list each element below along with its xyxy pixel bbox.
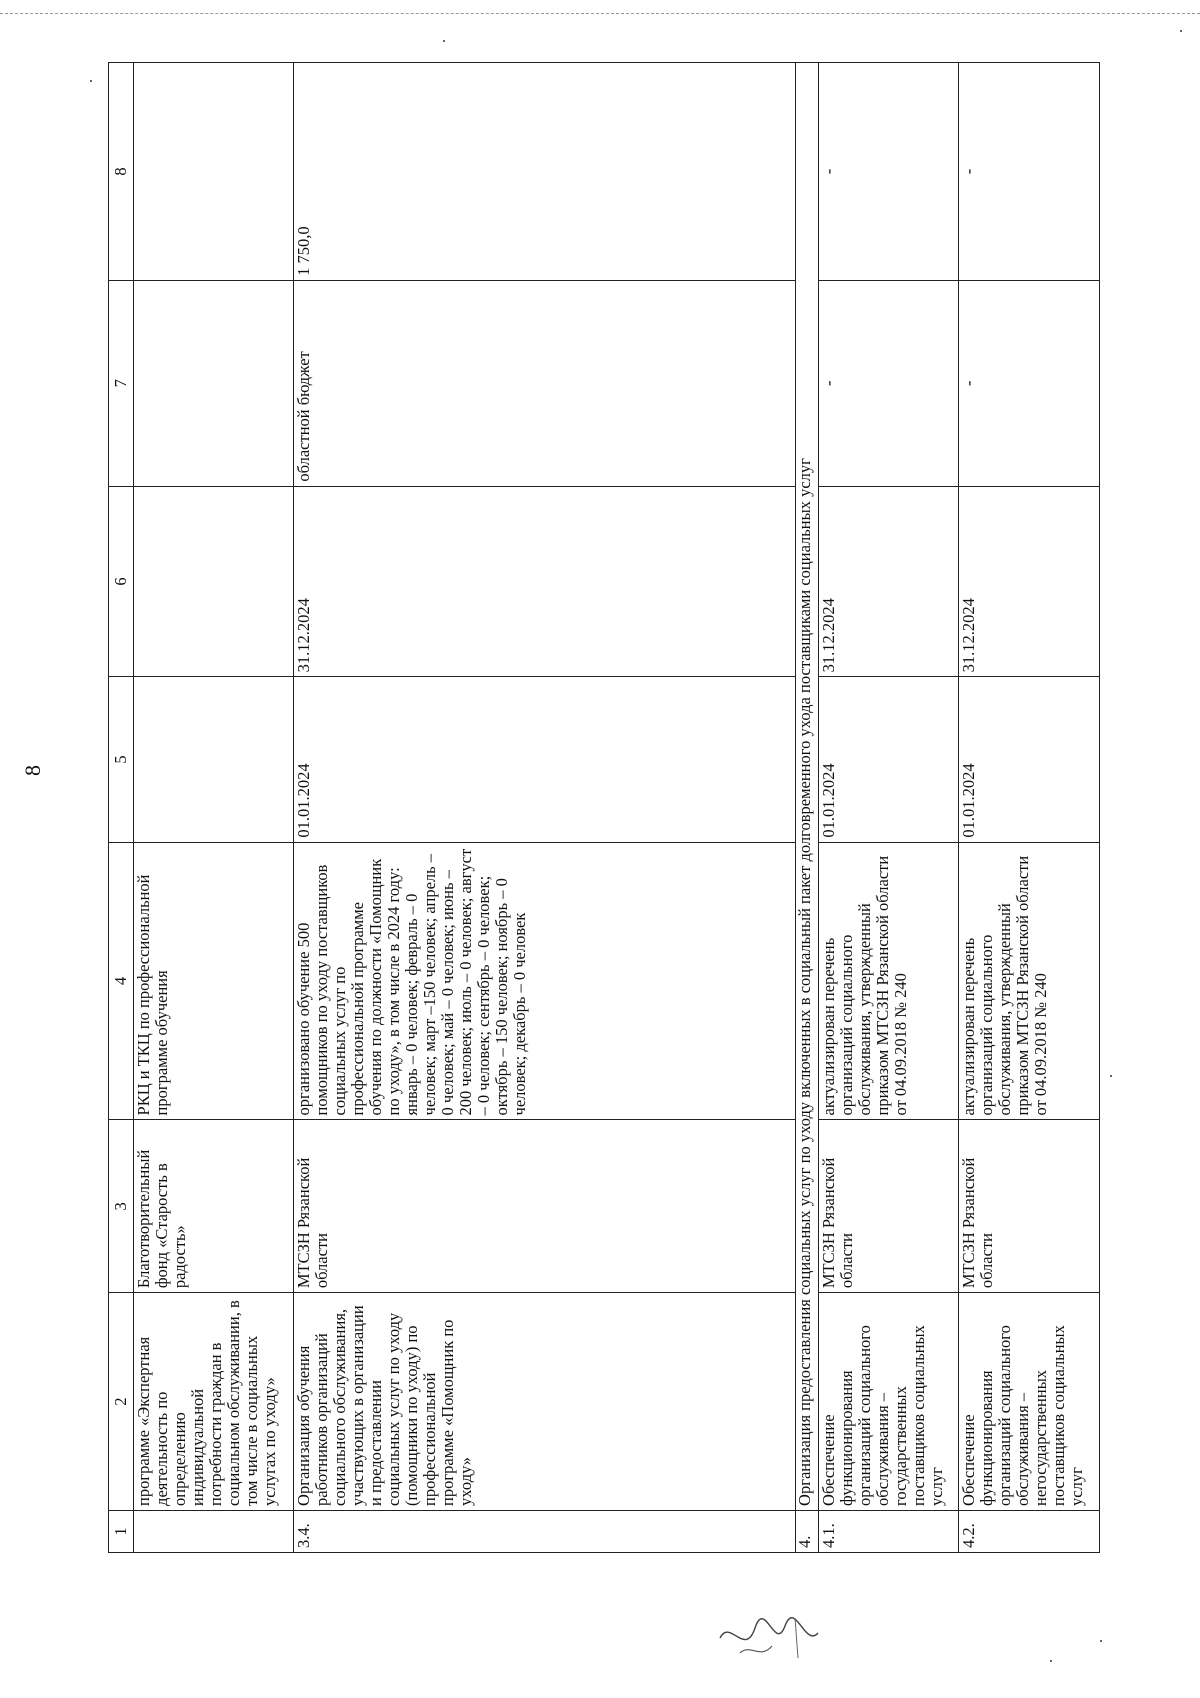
responsible-cell: МТСЗН Рязанской области — [818, 1120, 959, 1293]
table-row — [294, 63, 795, 1553]
row-number — [134, 1510, 294, 1552]
result-cell: РКЦ и ТКЦ по профессиональной программе обучения — [134, 842, 294, 1120]
end-date-cell: 31.12.2024 — [959, 486, 1100, 677]
end-date-cell — [134, 486, 294, 677]
result-cell: актуализирован перечень организаций социального обслуживания, утвержденный приказом МТСЗН Рязанской области от 04.09.2018 № 240 — [818, 842, 959, 1120]
amount-cell — [134, 63, 294, 281]
header-col-2: 2 — [109, 1293, 134, 1511]
scan-speck — [443, 40, 445, 42]
responsible-cell: Благотворительный фонд «Старость в радость» — [134, 1120, 294, 1293]
funding-source-cell: - — [959, 280, 1100, 486]
result-cell: организовано обучение 500 помощников по уходу поставщиков социальных услуг по профессиональной программе обучения по должности «Помощник по уходу», в том числе в 2024 году: январь – 0 человек; февраль – 0 человек; март –150 человек; апрель – 0 человек; май – 0 человек; июнь – 200 человек; июль – 0 человек; август – 0 человек; сентябрь – 0 человек; октябрь – 150 человек; ноябрь – 0 человек; декабрь – 0 человек — [294, 842, 795, 1120]
row-number: 4.2. — [959, 1510, 1100, 1552]
amount-cell: - — [818, 63, 959, 281]
amount-cell: 1 750,0 — [294, 63, 795, 281]
page-number: 8 — [20, 765, 45, 776]
section-number: 4. — [795, 1510, 818, 1552]
row-number: 4.1. — [818, 1510, 959, 1552]
scan-speck — [1180, 30, 1182, 32]
activity-cell: Обеспечение функционирования организаций социального обслуживания – государственных поставщиков социальных услуг — [818, 1293, 959, 1511]
start-date-cell: 01.01.2024 — [959, 677, 1100, 842]
handwritten-signature — [700, 1598, 840, 1678]
header-col-4: 4 — [109, 842, 134, 1120]
table-row — [959, 63, 1100, 1553]
funding-source-cell: - — [818, 280, 959, 486]
activity-cell: Обеспечение функционирования организаций социального обслуживания – негосударственных поставщиков социальных услуг — [959, 1293, 1100, 1511]
rotated-table-sheet — [108, 62, 1100, 1553]
amount-cell: - — [959, 63, 1100, 281]
responsible-cell: МТСЗН Рязанской области — [294, 1120, 795, 1293]
funding-source-cell: областной бюджет — [294, 280, 795, 486]
scan-speck — [90, 80, 92, 82]
result-cell: актуализирован перечень организаций социального обслуживания, утвержденный приказом МТСЗН Рязанской области от 04.09.2018 № 240 — [959, 842, 1100, 1120]
table-row — [818, 63, 959, 1553]
plan-table — [108, 62, 1100, 1553]
scan-speck — [1100, 1640, 1102, 1642]
end-date-cell: 31.12.2024 — [294, 486, 795, 677]
scan-speck — [1050, 1660, 1052, 1662]
header-col-1: 1 — [109, 1510, 134, 1552]
activity-cell: программе «Экспертная деятельность по определению индивидуальной потребности граждан в социальном обслуживании, в том числе в социальных услугах по уходу» — [134, 1293, 294, 1511]
end-date-cell: 31.12.2024 — [818, 486, 959, 677]
scan-edge-line — [0, 13, 1200, 14]
responsible-cell: МТСЗН Рязанской области — [959, 1120, 1100, 1293]
start-date-cell: 01.01.2024 — [818, 677, 959, 842]
row-number: 3.4. — [294, 1510, 795, 1552]
header-col-8: 8 — [109, 63, 134, 281]
header-row — [109, 63, 134, 1553]
activity-cell: Организация обучения работников организаций социального обслуживания, участвующих в организации и предоставлении социальных услуг по уходу (помощники по уходу) по профессиональной программе «Помощник по уходу» — [294, 1293, 795, 1511]
section-row — [795, 63, 818, 1553]
header-col-3: 3 — [109, 1120, 134, 1293]
start-date-cell: 01.01.2024 — [294, 677, 795, 842]
scan-speck — [1110, 1075, 1112, 1077]
start-date-cell — [134, 677, 294, 842]
section-title: Организация предоставления социальных услуг по уходу включенных в социальный пакет долговременного ухода поставщиками социальных услуг — [795, 63, 818, 1511]
header-col-7: 7 — [109, 280, 134, 486]
header-col-6: 6 — [109, 486, 134, 677]
header-col-5: 5 — [109, 677, 134, 842]
table-row — [134, 63, 294, 1553]
funding-source-cell — [134, 280, 294, 486]
